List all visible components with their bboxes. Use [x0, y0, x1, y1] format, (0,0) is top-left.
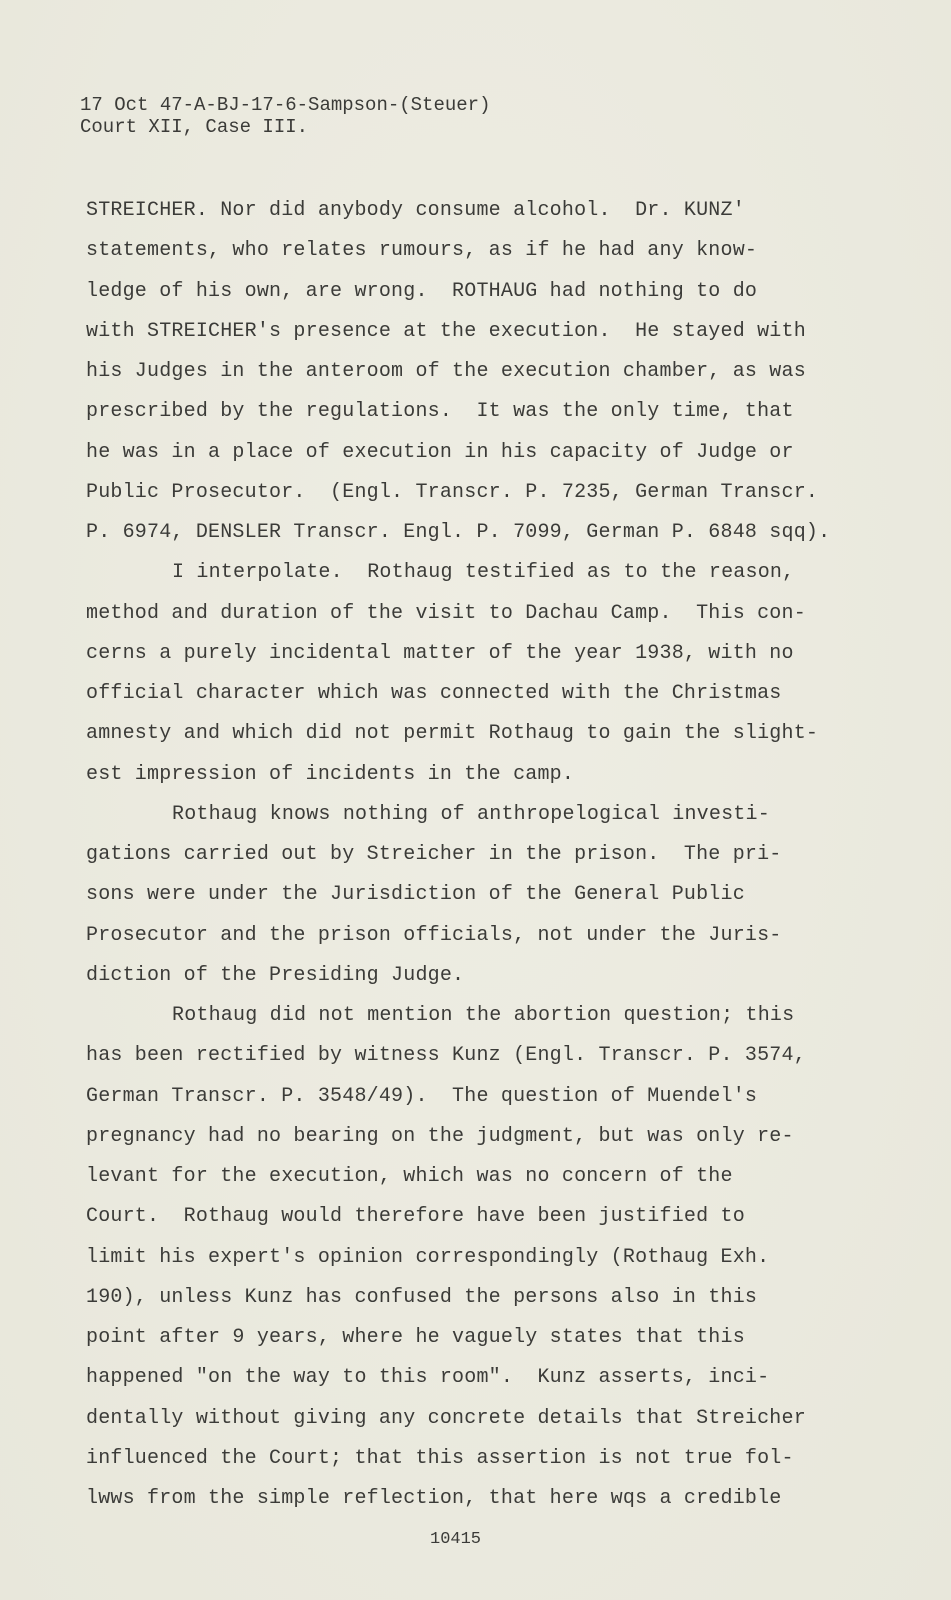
- text-line: ledge of his own, are wrong. ROTHAUG had nothing to do: [86, 279, 758, 303]
- text-line: Public Prosecutor. (Engl. Transcr. P. 7235, German Transcr.: [86, 480, 819, 504]
- text-line: official character which was connected with the Christmas: [86, 682, 782, 705]
- text-line: Prosecutor and the prison officials, not under the Juris-: [86, 923, 782, 947]
- text-line: dentally without giving any concrete details that Streicher: [86, 1406, 806, 1430]
- text-line: statements, who relates rumours, as if he had any know-: [86, 239, 758, 263]
- text-line: prescribed by the regulations. It was the only time, that: [86, 400, 794, 424]
- text-line: amnesty and which did not permit Rothaug to gain the slight-: [86, 722, 819, 746]
- text-line: influenced the Court; that this assertion is not true fol-: [86, 1446, 794, 1470]
- text-line: STREICHER. Nor did anybody consume alcohol. Dr. KUNZ': [86, 199, 745, 222]
- text-line: 190), unless Kunz has confused the persons also in this: [86, 1285, 758, 1309]
- text-line: P. 6974, DENSLER Transcr. Engl. P. 7099, German P. 6848 sqq).: [86, 521, 831, 544]
- header-line-1: 17 Oct 47-A-BJ-17-6-Sampson-(Steuer): [80, 94, 491, 116]
- text-line: he was in a place of execution in his capacity of Judge or: [86, 440, 794, 464]
- text-line: Rothaug did not mention the abortion question; this: [172, 1004, 795, 1027]
- text-line: German Transcr. P. 3548/49). The question of Muendel's: [86, 1084, 758, 1108]
- text-line: sons were under the Jurisdiction of the General Public: [86, 883, 745, 907]
- header-line-2: Court XII, Case III.: [80, 116, 309, 138]
- text-line: cerns a purely incidental matter of the year 1938, with no: [86, 641, 794, 665]
- text-line: I interpolate. Rothaug testified as to the reason,: [172, 561, 795, 585]
- text-line: est impression of incidents in the camp.: [86, 762, 575, 786]
- text-line: pregnancy had no bearing on the judgment, but was only re-: [86, 1124, 794, 1148]
- text-line: lwws from the simple reflection, that here wqs a credible: [86, 1487, 782, 1510]
- text-line: gations carried out by Streicher in the prison. The pri-: [86, 843, 782, 866]
- text-line: Rothaug knows nothing of anthropelogical investi-: [172, 802, 770, 826]
- page-number: 10415: [430, 1530, 482, 1549]
- text-line: Court. Rothaug would therefore have been justified to: [86, 1205, 745, 1229]
- text-line: levant for the execution, which was no concern of the: [86, 1165, 733, 1188]
- text-line: his Judges in the anteroom of the execution chamber, as was: [86, 360, 806, 383]
- text-line: diction of the Presiding Judge.: [86, 963, 465, 987]
- text-line: method and duration of the visit to Dachau Camp. This con-: [86, 601, 806, 625]
- text-line: limit his expert's opinion correspondingly (Rothaug Exh.: [86, 1245, 770, 1269]
- text-line: has been rectified by witness Kunz (Engl. Transcr. P. 3574,: [86, 1044, 806, 1068]
- text-line: happened "on the way to this room". Kunz asserts, inci-: [86, 1366, 770, 1390]
- text-line: point after 9 years, where he vaguely states that this: [86, 1326, 745, 1349]
- text-line: with STREICHER's presence at the execution. He stayed with: [86, 319, 806, 343]
